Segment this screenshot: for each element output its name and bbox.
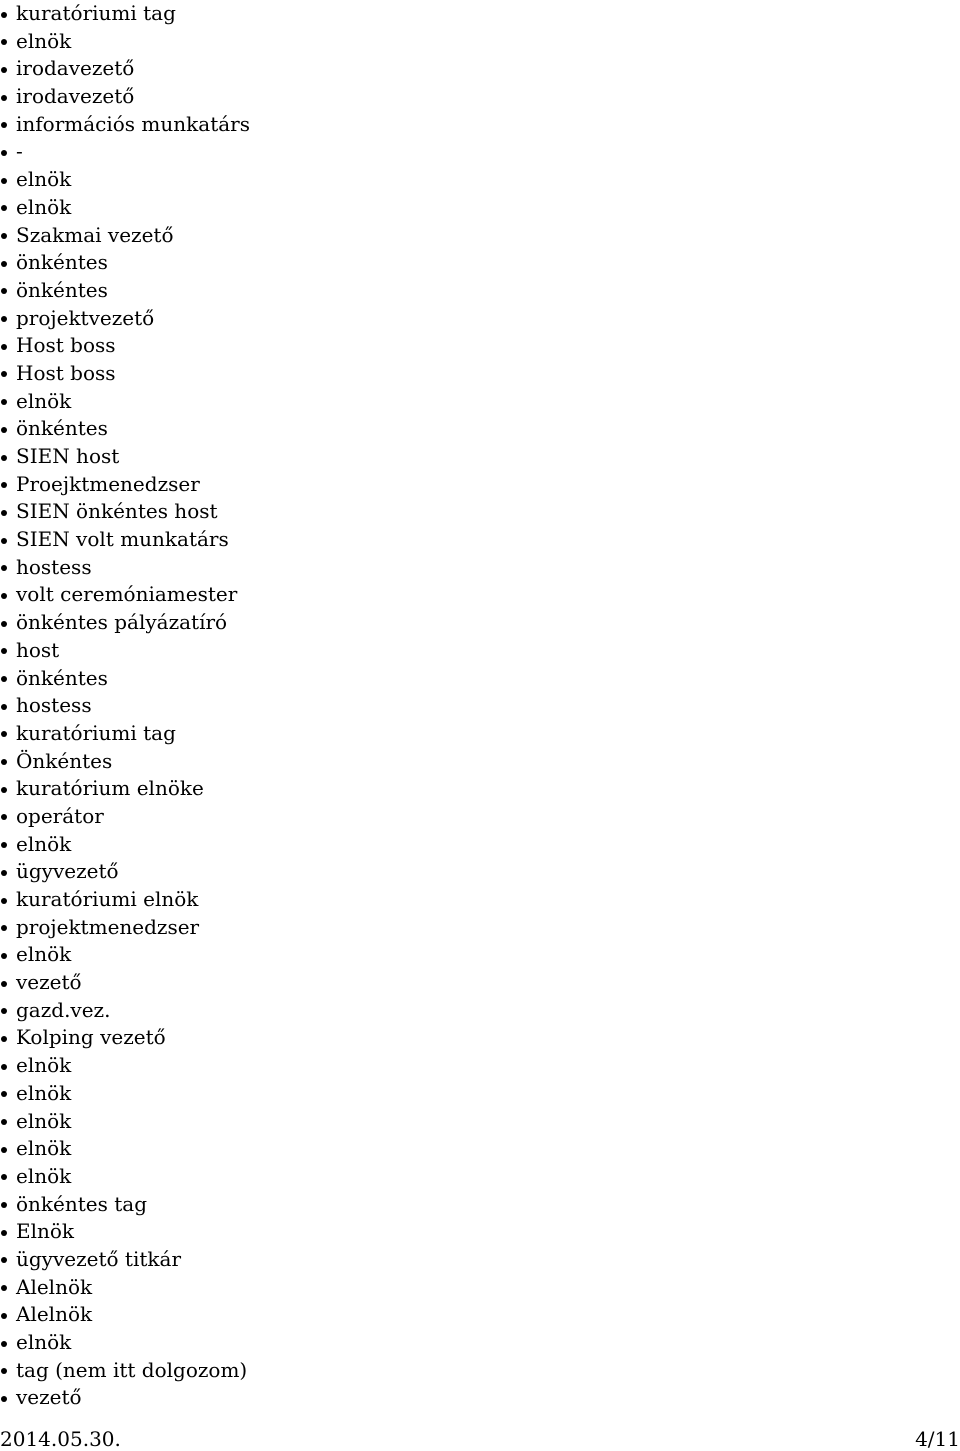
list-item: SIEN önkéntes host — [0, 498, 940, 526]
list-item: információs munkatárs — [0, 111, 940, 139]
list-item: elnök — [0, 1052, 940, 1080]
list-item: projektmenedzser — [0, 914, 940, 942]
list-item: Elnök — [0, 1218, 940, 1246]
list-item: operátor — [0, 803, 940, 831]
list-item: irodavezető — [0, 83, 940, 111]
list-item: volt ceremóniamester — [0, 581, 940, 609]
list-item: Proejktmenedzser — [0, 471, 940, 499]
list-item: projektvezető — [0, 305, 940, 333]
list-item: elnök — [0, 1135, 940, 1163]
list-item: host — [0, 637, 940, 665]
list-item: elnök — [0, 1163, 940, 1191]
list-item: önkéntes — [0, 415, 940, 443]
list-item: önkéntes — [0, 665, 940, 693]
list-item: önkéntes — [0, 249, 940, 277]
list-item: ügyvezető titkár — [0, 1246, 940, 1274]
list-item: SIEN volt munkatárs — [0, 526, 940, 554]
list-item: SIEN host — [0, 443, 940, 471]
footer-date: 2014.05.30. — [0, 1427, 121, 1451]
list-item: elnök — [0, 1108, 940, 1136]
list-item: Kolping vezető — [0, 1024, 940, 1052]
list-item: Host boss — [0, 360, 940, 388]
list-item: ügyvezető — [0, 858, 940, 886]
list-item: hostess — [0, 554, 940, 582]
list-item: elnök — [0, 194, 940, 222]
list-item: elnök — [0, 28, 940, 56]
list-item: önkéntes pályázatíró — [0, 609, 940, 637]
list-item: Szakmai vezető — [0, 222, 940, 250]
list-item: gazd.vez. — [0, 997, 940, 1025]
list-item: tag (nem itt dolgozom) — [0, 1357, 940, 1385]
list-item: önkéntes tag — [0, 1191, 940, 1219]
list-item: elnök — [0, 941, 940, 969]
list-item: elnök — [0, 1080, 940, 1108]
list-item: Host boss — [0, 332, 940, 360]
list-item: kuratóriumi elnök — [0, 886, 940, 914]
list-item: elnök — [0, 166, 940, 194]
list-item: kuratóriumi tag — [0, 720, 940, 748]
list-item: vezető — [0, 1384, 940, 1412]
footer-page-number: 4/11 — [915, 1427, 960, 1451]
list-item: Önkéntes — [0, 748, 940, 776]
list-item: Alelnök — [0, 1301, 940, 1329]
list-item: elnök — [0, 1329, 940, 1357]
list-item: kuratórium elnöke — [0, 775, 940, 803]
list-item: irodavezető — [0, 55, 940, 83]
list-item: - — [0, 138, 940, 166]
list-item: önkéntes — [0, 277, 940, 305]
list-item: hostess — [0, 692, 940, 720]
list-item: elnök — [0, 388, 940, 416]
list-item: elnök — [0, 831, 940, 859]
page-footer — [0, 1427, 960, 1451]
list-item: vezető — [0, 969, 940, 997]
list-item: Alelnök — [0, 1274, 940, 1302]
list-item: kuratóriumi tag — [0, 0, 940, 28]
